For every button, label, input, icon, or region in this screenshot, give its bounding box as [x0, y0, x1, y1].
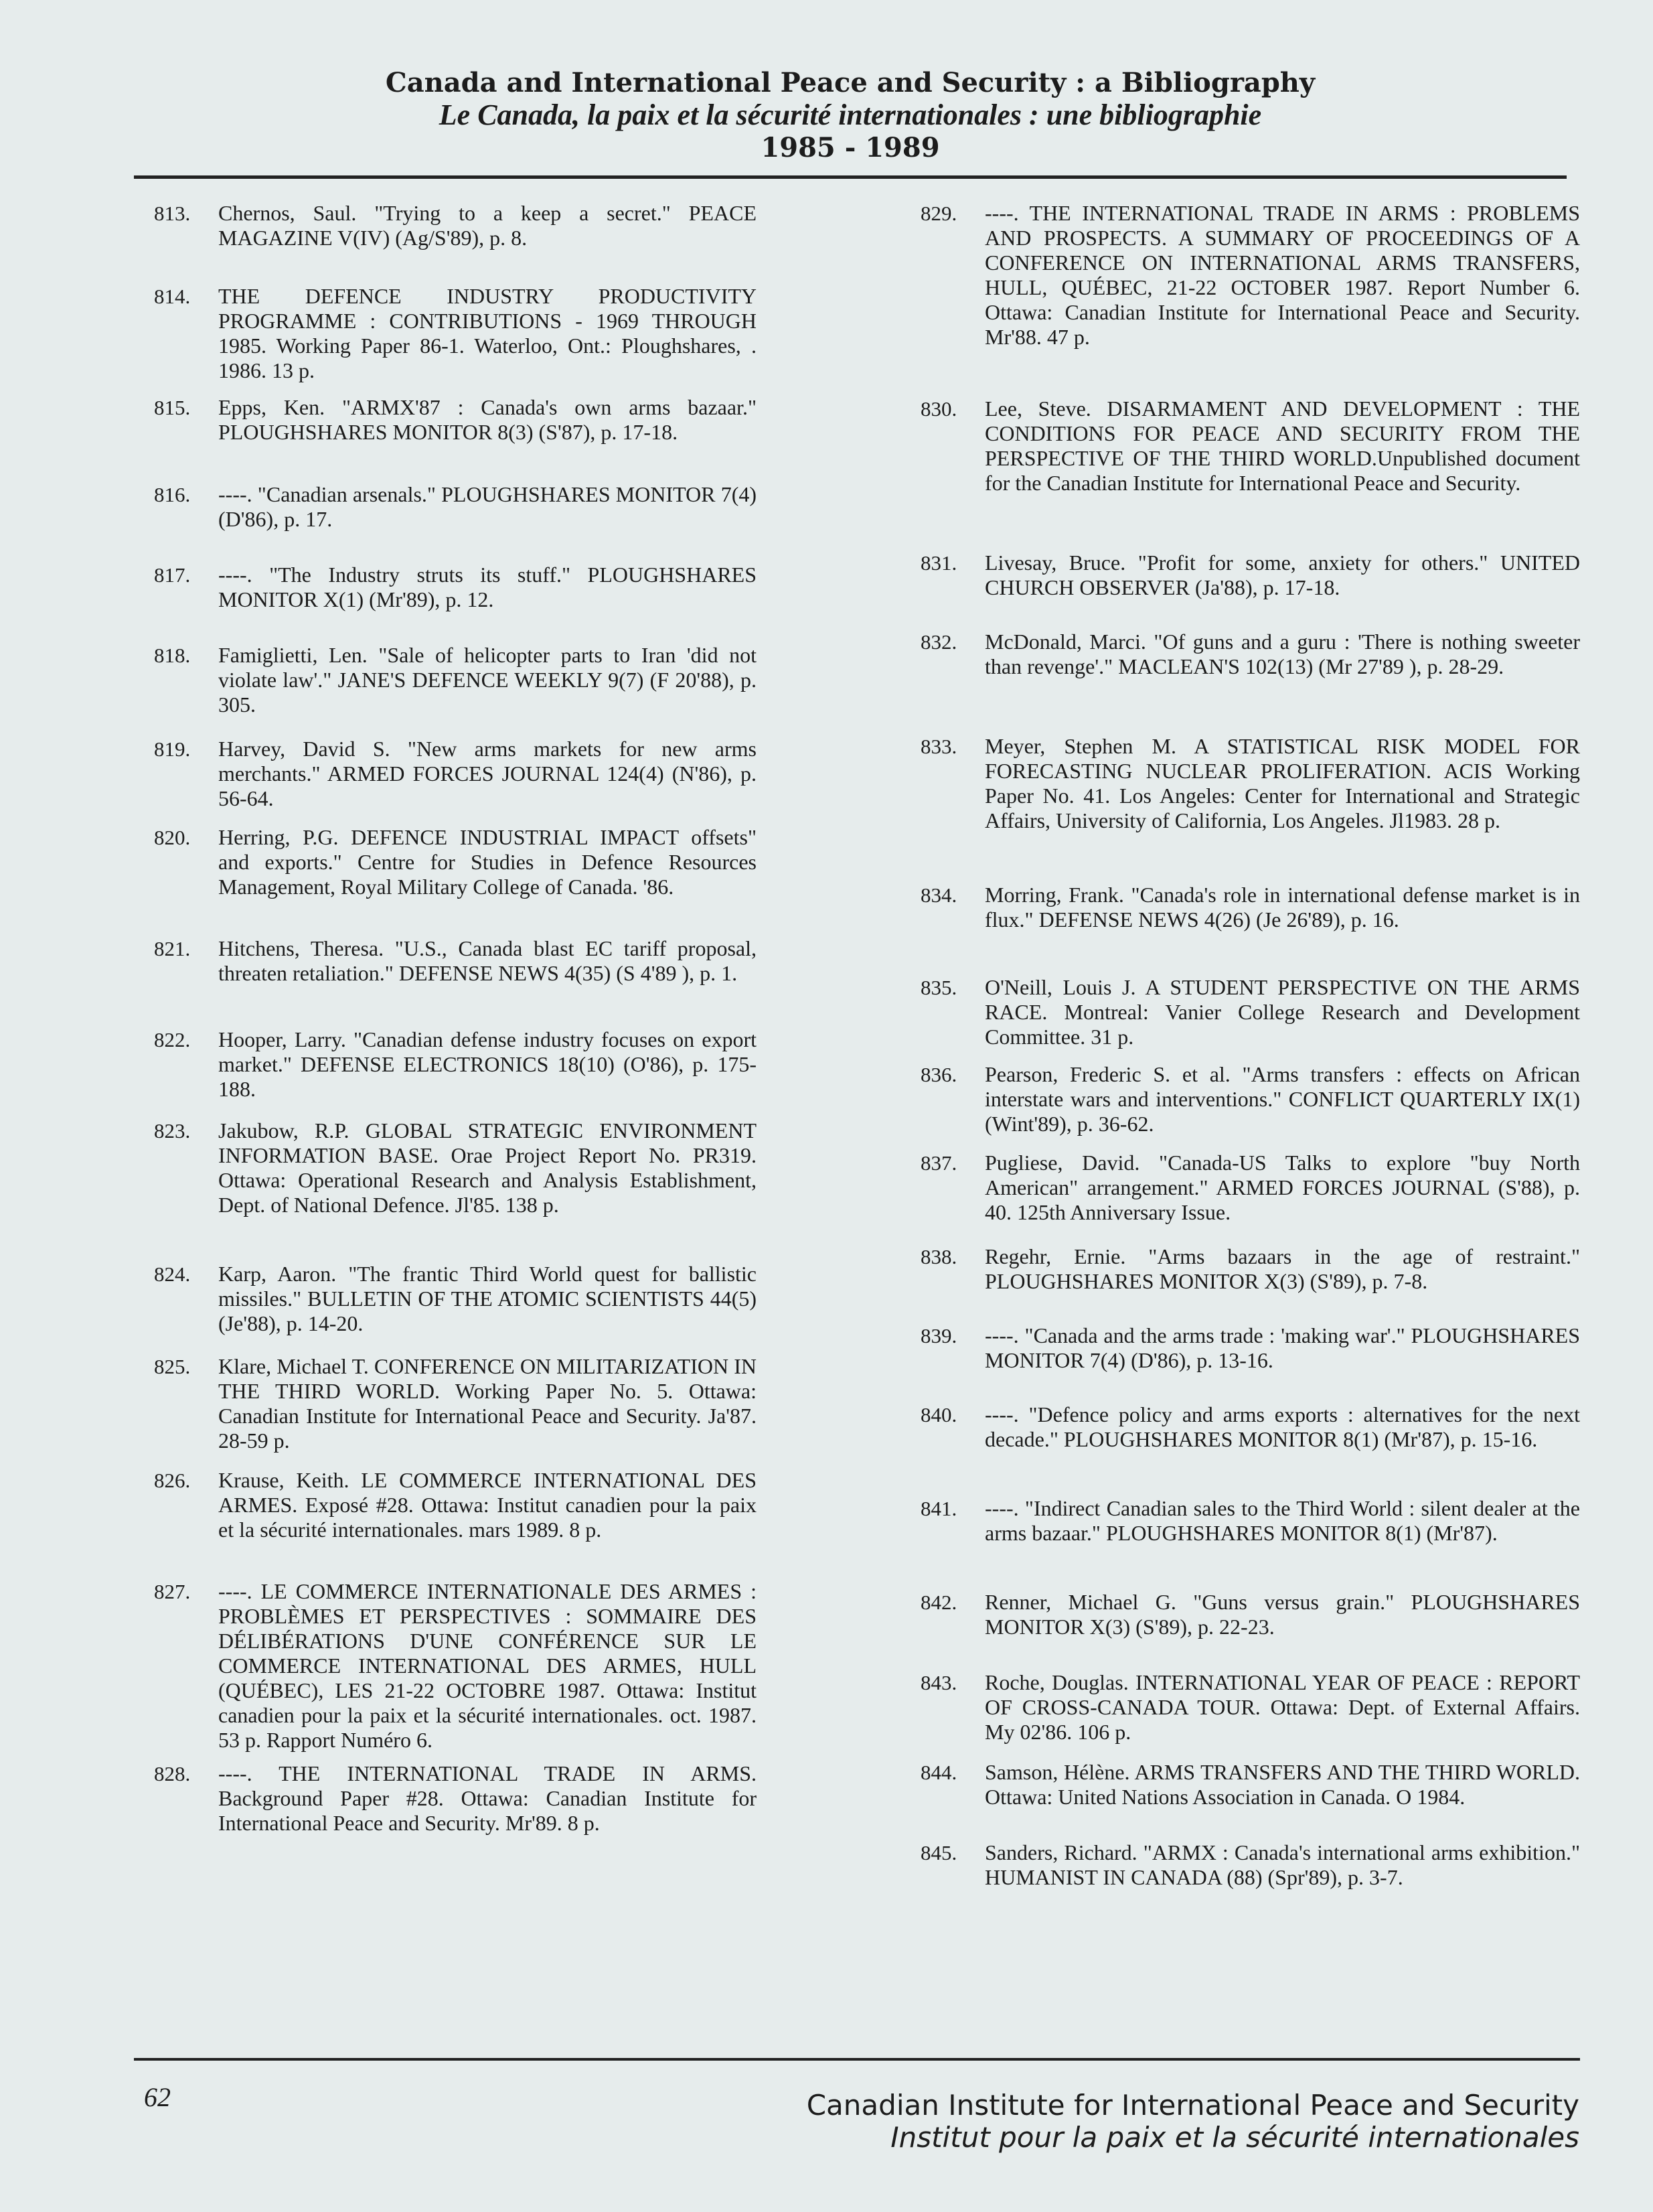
entry-citation: Livesay, Bruce. "Profit for some, anxiety for others." UNITED CHURCH OBSERVER (Ja'88), p. 17-18. [985, 550, 1580, 599]
entry-citation: Herring, P.G. DEFENCE INDUSTRIAL IMPACT offsets" and exports." Centre for Studies in Defence Resources Management, Royal Military College of Canada. '86. [218, 825, 757, 899]
entry-number: 840. [921, 1403, 957, 1426]
entry-citation: Roche, Douglas. INTERNATIONAL YEAR OF PEACE : REPORT OF CROSS-CANADA TOUR. Ottawa: Dept. of External Affairs. My 02'86. 106 p. [985, 1670, 1580, 1744]
entry-number: 835. [921, 976, 957, 999]
bibliography-entry [921, 734, 1580, 833]
bibliography-entry [921, 396, 1580, 496]
entry-citation: Morring, Frank. "Canada's role in international defense market is in flux." DEFENSE NEWS 4(26) (Je 26'89), p. 16. [985, 883, 1580, 932]
page-title-french: Le Canada, la paix et la sécurité internationales : une bibliographie [439, 98, 1262, 131]
bibliography-entry [921, 1402, 1580, 1452]
header-divider [134, 175, 1567, 179]
bibliography-entry [921, 630, 1580, 679]
bibliography-entry [154, 284, 757, 383]
bibliography-entry [154, 1118, 757, 1218]
bibliography-entry [154, 1468, 757, 1542]
entry-citation: ----. THE INTERNATIONAL TRADE IN ARMS. Background Paper #28. Ottawa: Canadian Institute for International Peace and Security. Mr'89. 8 p. [218, 1761, 757, 1835]
bibliography-entry [154, 1761, 757, 1836]
publisher-name-french: Institut pour la paix et la sécurité internationales [890, 2121, 1579, 2154]
bibliography-entry [154, 395, 757, 445]
bibliography-entry [921, 1590, 1580, 1639]
bibliography-entry [921, 975, 1580, 1049]
bibliography-entry [921, 1062, 1580, 1136]
entry-number: 828. [154, 1762, 191, 1785]
bibliography-entry [921, 201, 1580, 350]
entry-citation: Sanders, Richard. "ARMX : Canada's international arms exhibition." HUMANIST IN CANADA (88) (Spr'89), p. 3-7. [985, 1840, 1580, 1889]
page-header [134, 67, 1567, 165]
bibliography-entry [154, 1579, 757, 1753]
entry-number: 815. [154, 396, 191, 419]
entry-number: 822. [154, 1028, 191, 1051]
entry-citation: McDonald, Marci. "Of guns and a guru : 'There is nothing sweeter than revenge'." MACLEAN'S 102(13) (Mr 27'89 ), p. 28-29. [985, 630, 1580, 678]
entry-citation: THE DEFENCE INDUSTRY PRODUCTIVITY PROGRAMME : CONTRIBUTIONS - 1969 THROUGH 1985. Working Paper 86-1. Waterloo, Ont.: Ploughshares, . 1986. 13 p. [218, 284, 757, 382]
bibliography-entry [921, 1323, 1580, 1373]
entry-number: 843. [921, 1671, 957, 1694]
bibliography-entry [154, 1354, 757, 1453]
entry-citation: Hitchens, Theresa. "U.S., Canada blast EC tariff proposal, threaten retaliation." DEFENSE NEWS 4(35) (S 4'89 ), p. 1. [218, 936, 757, 985]
entry-number: 817. [154, 563, 191, 587]
entry-citation: Meyer, Stephen M. A STATISTICAL RISK MODEL FOR FORECASTING NUCLEAR PROLIFERATION. ACIS Working Paper No. 41. Los Angeles: Center for International and Strategic Affairs, University of California, Los Angeles. Jl1983. 28 p. [985, 734, 1580, 832]
bibliography-entry [154, 201, 757, 250]
entry-citation: ----. "Indirect Canadian sales to the Third World : silent dealer at the arms bazaar." PLOUGHSHARES MONITOR 8(1) (Mr'87). [985, 1496, 1580, 1545]
bibliography-entry [154, 1027, 757, 1102]
entry-citation: Klare, Michael T. CONFERENCE ON MILITARIZATION IN THE THIRD WORLD. Working Paper No. 5. Ottawa: Canadian Institute for International Peace and Security. Ja'87. 28-59 p. [218, 1354, 757, 1453]
entry-number: 821. [154, 937, 191, 960]
footer-divider [134, 2058, 1580, 2061]
bibliography-entry [154, 482, 757, 532]
entry-citation: ----. THE INTERNATIONAL TRADE IN ARMS : PROBLEMS AND PROSPECTS. A SUMMARY OF PROCEEDINGS OF A CONFERENCE ON INTERNATIONAL ARMS TRANSFERS, HULL, QUÉBEC, 21-22 OCTOBER 1987. Report Number 6. Ottawa: Canadian Institute for International Peace and Security. Mr'88. 47 p. [985, 201, 1580, 349]
bibliography-entry [154, 737, 757, 811]
bibliography-entry [921, 550, 1580, 600]
entry-number: 819. [154, 737, 191, 761]
page-title-english: Canada and International Peace and Security : a Bibliography [385, 67, 1316, 98]
entry-number: 829. [921, 202, 957, 225]
bibliography-entry [921, 1670, 1580, 1745]
entry-citation: Samson, Hélène. ARMS TRANSFERS AND THE THIRD WORLD. Ottawa: United Nations Association in Canada. O 1984. [985, 1760, 1580, 1809]
entry-number: 820. [154, 826, 191, 849]
entry-number: 830. [921, 397, 957, 421]
publisher-name-english: Canadian Institute for International Peace and Security [806, 2089, 1579, 2122]
entry-citation: Regehr, Ernie. "Arms bazaars in the age of restraint." PLOUGHSHARES MONITOR X(3) (S'89), p. 7-8. [985, 1244, 1580, 1293]
entry-citation: Harvey, David S. "New arms markets for new arms merchants." ARMED FORCES JOURNAL 124(4) (N'86), p. 56-64. [218, 737, 757, 810]
entry-number: 841. [921, 1497, 957, 1520]
entry-number: 823. [154, 1119, 191, 1142]
bibliography-entry [921, 1760, 1580, 1810]
bibliography-entry [921, 1496, 1580, 1546]
entry-citation: ----. LE COMMERCE INTERNATIONALE DES ARMES : PROBLÈMES ET PERSPECTIVES : SOMMAIRE DES DÉLIBÉRATIONS D'UNE CONFÉRENCE SUR LE COMMERCE INTERNATIONAL DES ARMES, HULL (QUÉBEC), LES 21-22 OCTOBRE 1987. Ottawa: Institut canadien pour la paix et la sécurité internationales. oct. 1987. 53 p. Rapport Numéro 6. [218, 1579, 757, 1752]
entry-number: 814. [154, 285, 191, 308]
entry-number: 839. [921, 1324, 957, 1347]
entry-citation: Renner, Michael G. "Guns versus grain." PLOUGHSHARES MONITOR X(3) (S'89), p. 22-23. [985, 1590, 1580, 1639]
bibliography-entry [921, 1244, 1580, 1294]
entry-number: 813. [154, 202, 191, 225]
entry-number: 844. [921, 1761, 957, 1784]
entry-citation: Krause, Keith. LE COMMERCE INTERNATIONAL DES ARMES. Exposé #28. Ottawa: Institut canadien pour la paix et la sécurité internationales. mars 1989. 8 p. [218, 1468, 757, 1542]
entry-citation: ----. "The Industry struts its stuff." PLOUGHSHARES MONITOR X(1) (Mr'89), p. 12. [218, 563, 757, 611]
bibliography-entry [154, 936, 757, 986]
entry-number: 838. [921, 1245, 957, 1268]
entry-number: 831. [921, 551, 957, 575]
entry-number: 824. [154, 1262, 191, 1286]
entry-number: 834. [921, 883, 957, 907]
entry-citation: Jakubow, R.P. GLOBAL STRATEGIC ENVIRONMENT INFORMATION BASE. Orae Project Report No. PR319. Ottawa: Operational Research and Analysis Establishment, Dept. of National Defence. Jl'85. 138 p. [218, 1118, 757, 1217]
entry-number: 825. [154, 1355, 191, 1378]
entry-citation: Hooper, Larry. "Canadian defense industry focuses on export market." DEFENSE ELECTRONICS 18(10) (O'86), p. 175-188. [218, 1027, 757, 1101]
entry-number: 826. [154, 1469, 191, 1492]
entry-number: 836. [921, 1063, 957, 1086]
entry-citation: Pearson, Frederic S. et al. "Arms transfers : effects on African interstate wars and interventions." CONFLICT QUARTERLY IX(1) (Wint'89), p. 36-62. [985, 1062, 1580, 1136]
entry-citation: Karp, Aaron. "The frantic Third World quest for ballistic missiles." BULLETIN OF THE ATOMIC SCIENTISTS 44(5) (Je'88), p. 14-20. [218, 1262, 757, 1335]
entry-number: 816. [154, 483, 191, 506]
entry-citation: Famiglietti, Len. "Sale of helicopter parts to Iran 'did not violate law'." JANE'S DEFENCE WEEKLY 9(7) (F 20'88), p. 305. [218, 643, 757, 717]
entry-number: 837. [921, 1151, 957, 1175]
bibliography-entry [154, 563, 757, 612]
entry-citation: ----. "Canada and the arms trade : 'making war'." PLOUGHSHARES MONITOR 7(4) (D'86), p. 13-16. [985, 1323, 1580, 1372]
page-number: 62 [144, 2082, 171, 2112]
entry-number: 827. [154, 1580, 191, 1603]
bibliography-entry [921, 1151, 1580, 1225]
entry-citation: Lee, Steve. DISARMAMENT AND DEVELOPMENT : THE CONDITIONS FOR PEACE AND SECURITY FROM THE PERSPECTIVE OF THE THIRD WORLD.Unpublished document for the Canadian Institute for International Peace and Security. [985, 396, 1580, 495]
entry-number: 832. [921, 630, 957, 654]
page-title-years: 1985 - 1989 [761, 132, 940, 163]
entry-citation: Epps, Ken. "ARMX'87 : Canada's own arms bazaar." PLOUGHSHARES MONITOR 8(3) (S'87), p. 17-18. [218, 395, 757, 444]
entry-number: 842. [921, 1591, 957, 1614]
entry-number: 833. [921, 735, 957, 758]
entry-citation: ----. "Defence policy and arms exports : alternatives for the next decade." PLOUGHSHARES MONITOR 8(1) (Mr'87), p. 15-16. [985, 1402, 1580, 1451]
entry-citation: Chernos, Saul. "Trying to a keep a secret." PEACE MAGAZINE V(IV) (Ag/S'89), p. 8. [218, 201, 757, 250]
entry-number: 845. [921, 1841, 957, 1864]
bibliography-entry [154, 825, 757, 899]
entry-citation: ----. "Canadian arsenals." PLOUGHSHARES MONITOR 7(4) (D'86), p. 17. [218, 482, 757, 531]
bibliography-entry [921, 1840, 1580, 1890]
bibliography-entry [921, 883, 1580, 932]
entry-citation: Pugliese, David. "Canada-US Talks to explore "buy North American" arrangement." ARMED FORCES JOURNAL (S'88), p. 40. 125th Anniversary Issue. [985, 1151, 1580, 1224]
entry-number: 818. [154, 644, 191, 667]
bibliography-entry [154, 1262, 757, 1336]
entry-citation: O'Neill, Louis J. A STUDENT PERSPECTIVE ON THE ARMS RACE. Montreal: Vanier College Research and Development Committee. 31 p. [985, 975, 1580, 1049]
bibliography-entry [154, 643, 757, 717]
